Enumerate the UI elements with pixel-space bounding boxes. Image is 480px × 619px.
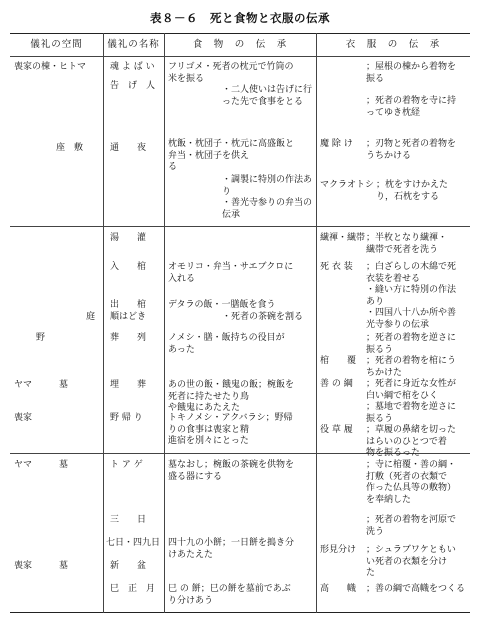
space-cell: ヤマ 墓 [14, 380, 69, 390]
clothing-label: 形見分け [320, 545, 357, 555]
ritual-cell: 野 帰 り [110, 413, 143, 423]
text-line: 打敷（死者の衣類で [366, 471, 448, 482]
text-line: 振るう [366, 344, 394, 355]
food-entry [168, 333, 285, 356]
text-line: った先で食事をとる [222, 96, 304, 107]
text-line: 物を振るった [366, 448, 421, 458]
text-line: た [366, 568, 376, 578]
text-line: ；枕をすけかえた [376, 180, 449, 190]
text-line: 伝承 [222, 209, 241, 220]
food-entry [168, 300, 276, 312]
food-entry [168, 62, 293, 85]
space-cell: ヤマ 墓 [14, 460, 69, 470]
text-line: ；死者に身近な女性が [366, 379, 457, 389]
ritual-cell: 新 盆 [110, 561, 147, 571]
text-line: ；寺に棺覆・善の綱・ [366, 460, 457, 470]
space-cell: 野 [36, 333, 46, 343]
clothing-entry [366, 308, 456, 331]
text-line: デタラの飯・一膳飯を食う [168, 300, 276, 310]
header-clothing: 衣 服 の 伝 承 [345, 39, 441, 50]
text-line: ちかけた [366, 367, 403, 378]
column-divider-3 [316, 33, 317, 613]
food-entry [168, 538, 294, 561]
clothing-entry [366, 425, 456, 460]
clothing-label: 高 幟 [320, 584, 357, 594]
text-line: ；墓地で着物を逆さに [366, 402, 457, 412]
clothing-label: 善 の 綱 [320, 379, 353, 389]
text-line: ・善光寺参りの弁当の [222, 198, 313, 208]
text-line: 振るう [366, 413, 394, 424]
text-line: はらいのひとつで着 [366, 436, 447, 447]
text-line: 振る [366, 73, 385, 84]
ritual-cell: 魂 よ ば い [110, 62, 155, 72]
ritual-cell: 順はどき [110, 312, 147, 322]
text-line: 作った仏具等の敷物） [366, 483, 457, 493]
clothing-entry [366, 515, 456, 538]
text-line: 四十九の小餅；一日餅を搗き分 [168, 538, 295, 548]
column-divider-1 [103, 33, 104, 613]
section-divider-1 [10, 226, 470, 227]
ritual-cell: 七日・四九日 [106, 538, 161, 548]
food-entry [168, 380, 294, 415]
text-line: 光寺参りの伝承 [366, 319, 430, 330]
space-cell: 喪家の棟・ヒトマ [14, 62, 87, 72]
text-line: ・調製に特別の作法あ [222, 175, 313, 185]
clothing-label: 棺 覆 [320, 356, 357, 366]
text-line: ；シュラブワケともい [366, 545, 456, 555]
text-line: や餓鬼にあたえた [168, 403, 241, 413]
food-entry [222, 198, 312, 221]
text-line: ・四国八十八か所や善 [366, 308, 457, 318]
clothing-entry [366, 262, 456, 285]
text-line: る [168, 162, 178, 172]
text-line: ；死者の着物を棺にう [366, 356, 457, 366]
text-line: けあたえた [168, 549, 214, 560]
text-line: ；屋根の棟から着物を [366, 62, 457, 72]
text-line: 墓なおし；椀飯の茶碗を供物を [168, 460, 295, 470]
space-cell: 座 敷 [56, 143, 84, 153]
food-entry [168, 139, 294, 174]
food-entry [222, 312, 303, 324]
clothing-entry [366, 584, 465, 596]
clothing-label: 魔 除 け [320, 139, 353, 149]
text-line: り [222, 186, 232, 197]
clothing-entry [366, 96, 456, 119]
food-entry [168, 460, 294, 483]
ritual-cell: 湯 灌 [110, 233, 147, 243]
header-ritual: 儀礼の名称 [107, 39, 160, 50]
clothing-entry [366, 379, 456, 402]
clothing-entry [366, 285, 456, 308]
text-line: ・縫い方に特別の作法 [366, 285, 457, 295]
text-line: 洗う [366, 526, 385, 537]
text-line: りの食事は喪家と精 [168, 424, 250, 435]
text-line: ；死者の着物を河原で [366, 515, 457, 525]
table-title: 表８－６ 死と食物と衣服の伝承 [150, 11, 330, 25]
clothing-label: 死 衣 装 [320, 262, 353, 272]
text-line: 盛る器にする [168, 471, 223, 482]
text-line: あった [168, 344, 195, 355]
header-space: 儀礼の空間 [30, 39, 83, 50]
text-line: り，石枕をする [376, 191, 440, 202]
clothing-entry [366, 139, 456, 162]
ritual-cell: 出 棺 [110, 300, 147, 310]
text-line: オモリコ・弁当・サエブクロに [168, 262, 294, 272]
ritual-cell: 巳 正 月 [110, 584, 156, 594]
text-line: ；刃物と死者の着物を [366, 139, 457, 149]
text-line: 入れる [168, 273, 196, 284]
text-line: ノメシ・膳・飯持ちの役目が [168, 333, 285, 343]
clothing-label: マクラオトシ [320, 180, 375, 190]
clothing-label: 繊褌・繊帯 [320, 233, 366, 243]
text-line: ；草履の鼻緒を切った [366, 425, 457, 435]
space-cell: 喪家 [14, 413, 33, 423]
text-line: 繊帯で死者を洗う [366, 244, 439, 255]
text-line: ；善の綱で高幟をつくる [366, 584, 466, 594]
clothing-entry [376, 180, 448, 203]
clothing-entry [366, 62, 456, 85]
space-cell: 喪家 墓 [14, 561, 69, 571]
text-line: 弁当・枕団子を供え [168, 150, 250, 161]
text-line: フリゴメ・死者の枕元で竹筒の [168, 62, 294, 72]
text-line: うちかける [366, 150, 412, 161]
clothing-entry [366, 402, 456, 425]
ritual-cell: 埋 葬 [110, 380, 147, 390]
clothing-entry [366, 545, 456, 580]
ritual-cell: 葬 列 [110, 333, 147, 343]
clothing-entry [366, 460, 456, 506]
text-line: あり [366, 296, 385, 307]
text-line: 衣装を着せる [366, 273, 421, 284]
space-cell: 庭 [86, 312, 96, 322]
clothing-entry [366, 356, 456, 379]
text-line: ・死者の茶碗を割る [222, 312, 304, 322]
text-line: 死者に持たせたり鳥 [168, 391, 250, 402]
text-line: ；死者の着物を逆さに [366, 333, 457, 343]
food-entry [168, 262, 293, 285]
text-line: ；死者の着物を寺に持 [366, 96, 457, 106]
text-line: あの世の飯・餓鬼の飯；椀飯を [168, 380, 295, 390]
food-entry [222, 175, 312, 198]
text-line: 米を振る [168, 73, 205, 84]
clothing-label: 役 草 履 [320, 425, 353, 435]
ritual-cell: 通 夜 [110, 143, 147, 153]
food-entry [168, 584, 291, 607]
text-line: ・二人使いは告げに行 [222, 85, 313, 95]
clothing-entry [366, 333, 456, 356]
ritual-cell: ト ア ゲ [110, 460, 143, 470]
header-food: 食 物 の 伝 承 [192, 39, 288, 50]
text-line: 枕飯・枕団子・枕元に高盛飯と [168, 139, 295, 149]
ritual-cell: 告 げ 人 [110, 81, 156, 91]
header-divider [10, 56, 470, 57]
text-line: ；半枚となり繊褌・ [366, 233, 448, 243]
food-entry [222, 85, 312, 108]
text-line: 進宿を別々にとった [168, 436, 249, 446]
ritual-cell: 三 日 [110, 515, 147, 525]
text-line: ってゆき枕経 [366, 107, 421, 118]
clothing-entry [366, 233, 447, 256]
text-line: を奉納した [366, 494, 412, 505]
food-entry [168, 413, 293, 448]
text-line: 白い綱で棺をひく [366, 390, 439, 401]
column-divider-2 [164, 33, 165, 613]
text-line: り分けあう [168, 595, 214, 606]
text-line: ；白ざらしの木綿で死 [366, 262, 457, 272]
text-line: トキノメシ・アクバラシ；野帰 [168, 413, 293, 423]
ritual-cell: 入 棺 [110, 262, 147, 272]
text-line: 巳 の 餅；巳の餅を墓前であぶ [168, 584, 291, 594]
text-line: い死者の衣類を分け [366, 556, 448, 567]
